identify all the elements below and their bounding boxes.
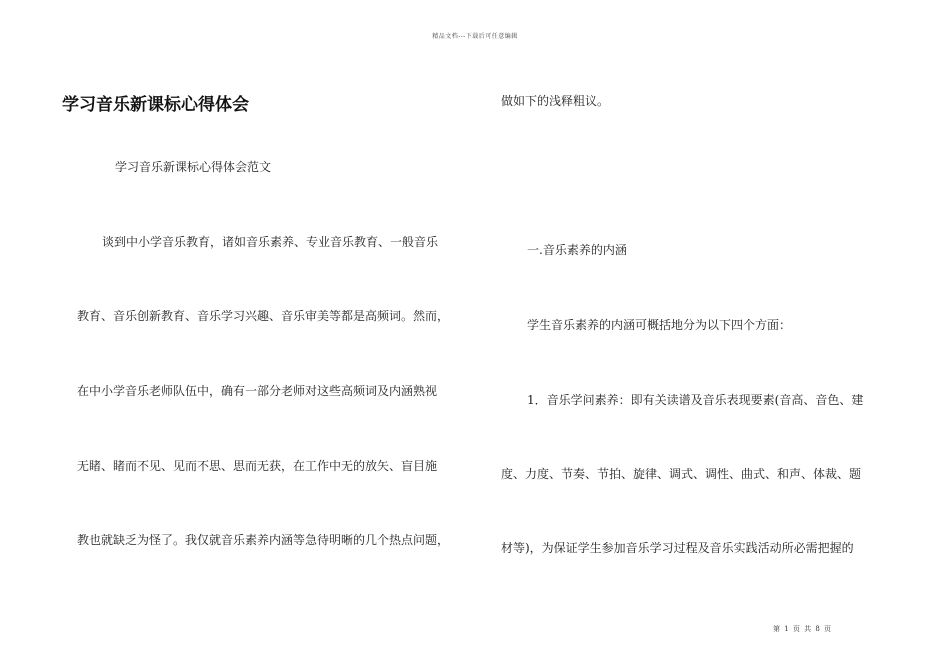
paragraph-line: 做如下的浅释粗议。 [501, 94, 610, 108]
paragraph-line: 材等)，为保证学生参加音乐学习过程及音乐实践活动所必需把握的 [501, 541, 854, 555]
paragraph-line: 度、力度、节奏、节拍、旋律、调式、调性、曲式、和声、体裁、题 [501, 467, 862, 481]
paragraph-line: 无睹、睹而不见、见而不思、思而无获，在工作中无的放矢、盲目施 [77, 459, 438, 473]
paragraph-line: 教育、音乐创新教育、音乐学习兴趣、音乐审美等都是高频词。然而， [77, 309, 450, 323]
paragraph-line: 学生音乐素养的内涵可概括地分为以下四个方面： [527, 318, 792, 332]
document-title: 学习音乐新课标心得体会 [62, 95, 249, 115]
header-note: 精品文档---下载后可任意编辑 [432, 33, 518, 40]
paragraph-line: 谈到中小学音乐教育，诸如音乐素养、专业音乐教育、一般音乐 [102, 235, 439, 249]
paragraph-line: 在中小学音乐老师队伍中，确有一部分老师对这些高频词及内涵熟视 [77, 384, 438, 398]
section-heading: 一.音乐素养的内涵 [527, 243, 627, 257]
paragraph-line: 教也就缺乏为怪了。我仅就音乐素养内涵等急待明晰的几个热点问题， [77, 533, 450, 547]
subtitle-line: 学习音乐新课标心得体会范文 [115, 160, 272, 174]
page-number: 第 1 页 共 8 页 [773, 625, 833, 633]
paragraph-line: 1．音乐学问素养：即有关读谱及音乐表现要素(音高、音色、建 [527, 393, 864, 407]
